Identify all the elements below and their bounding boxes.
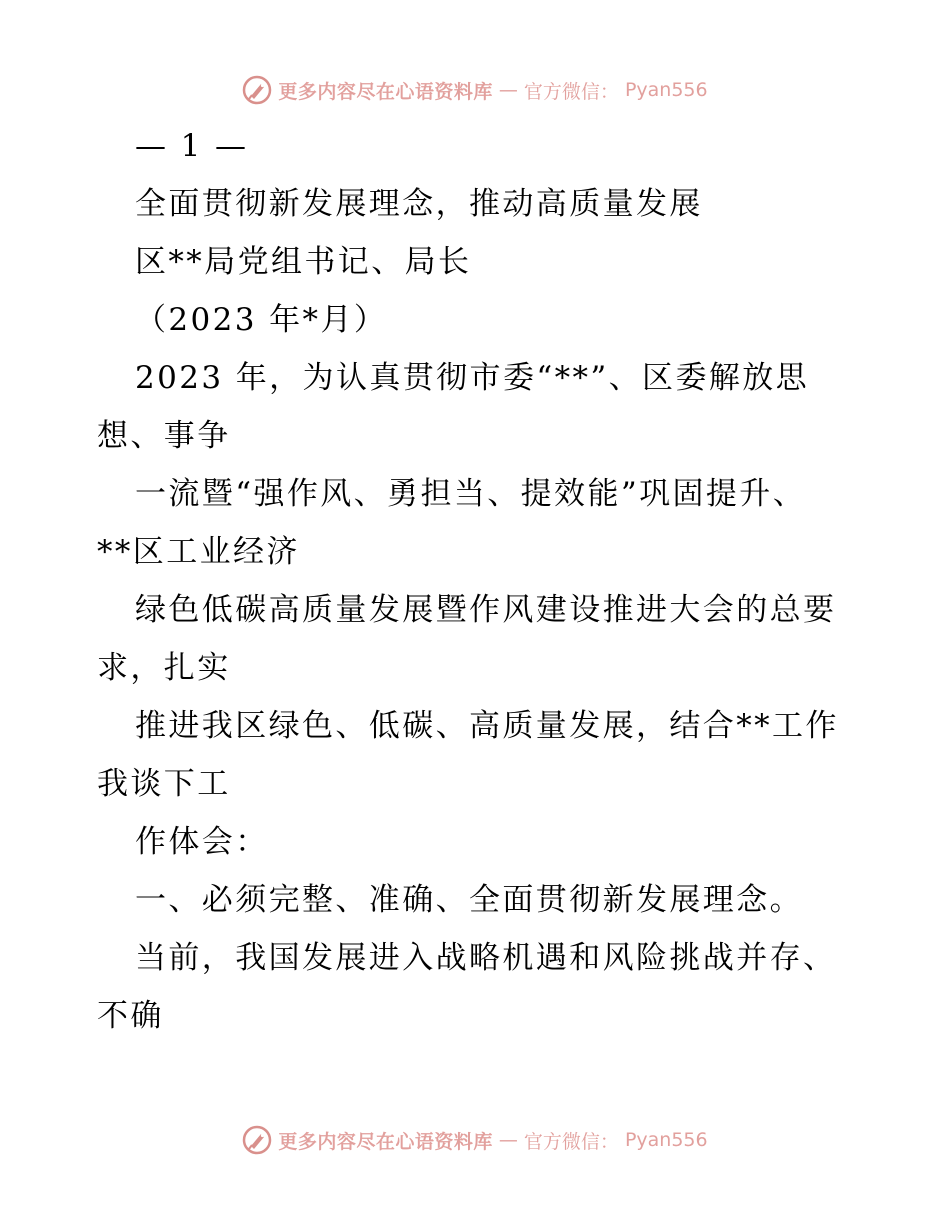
watermark-official-label: 官方微信： [523,1130,619,1153]
paragraph-line: 2023 年，为认真贯彻市委“**”、区委解放思 [135,360,810,396]
page-number: — 1 — [135,128,249,164]
watermark-separator: — [498,79,518,101]
footer-watermark [0,1120,950,1160]
paragraph-line: 当前，我国发展进入战略机遇和风险挑战并存、 [135,940,837,976]
document-body [97,117,857,1045]
watermark-wechat-id: Pyan556 [624,79,708,101]
pen-nib-logo-icon [242,1125,272,1155]
watermark-official-label: 官方微信： [523,80,619,103]
watermark-wechat-id: Pyan556 [624,1129,708,1151]
paragraph-line: 不确 [97,998,164,1034]
pen-nib-logo-icon [242,75,272,105]
watermark-separator: — [498,1129,518,1151]
watermark-text: 更多内容尽在心语资料库 [278,1130,493,1153]
author-line: 区**局党组书记、局长 [135,244,472,280]
paragraph-line: 一流暨“强作风、勇担当、提效能”巩固提升、 [135,476,807,512]
document-title: 全面贯彻新发展理念，推动高质量发展 [135,186,703,222]
paragraph-line: 想、事争 [97,418,231,454]
paragraph-line: 我谈下工 [97,766,231,802]
paragraph-line: 求，扎实 [97,650,231,686]
paragraph-line: 推进我区绿色、低碳、高质量发展，结合**工作 [135,708,839,744]
section-heading: 一、必须完整、准确、全面贯彻新发展理念。 [135,882,803,918]
paragraph-line: **区工业经济 [97,534,300,570]
date-line: （2023 年*月） [135,302,388,338]
paragraph-line: 绿色低碳高质量发展暨作风建设推进大会的总要 [135,592,837,628]
watermark-text: 更多内容尽在心语资料库 [278,80,493,103]
header-watermark [0,70,950,110]
paragraph-line: 作体会： [135,824,269,860]
